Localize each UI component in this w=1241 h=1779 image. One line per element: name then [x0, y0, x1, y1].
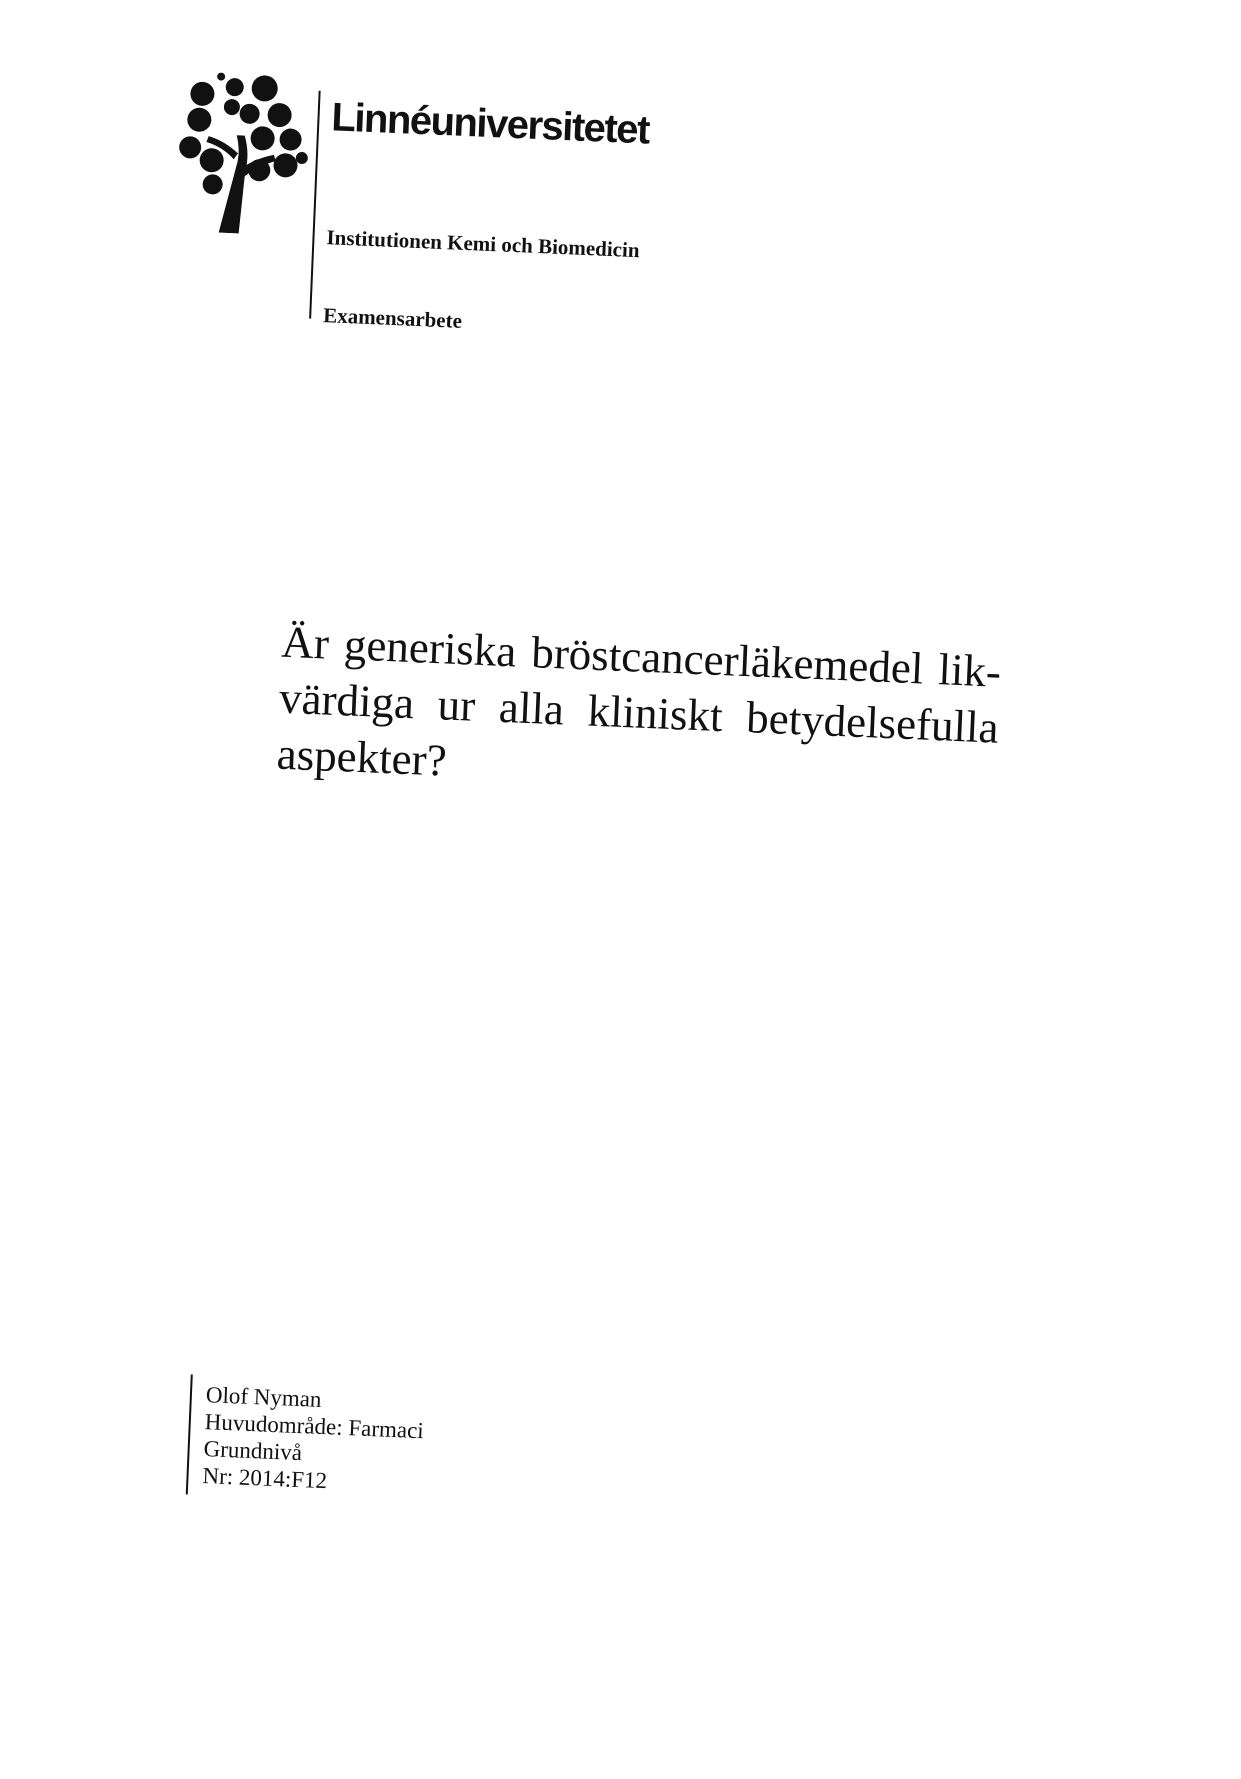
author-block: [202, 1381, 425, 1498]
document-type: Examensarbete: [322, 303, 463, 333]
subject-area: Huvudområde: Farmaci: [204, 1409, 425, 1444]
tree-logo-icon: [175, 71, 314, 236]
report-number: Nr: 2014:F12: [202, 1463, 328, 1494]
author-name: Olof Nyman: [205, 1382, 323, 1412]
education-level: Grundnivå: [203, 1436, 303, 1466]
author-divider-line: [186, 1374, 193, 1494]
department-name: Institutionen Kemi och Biomedicin: [326, 225, 641, 263]
brand-name: Linnéuniversitetet: [330, 95, 650, 153]
thesis-title: Är generiska bröstcancerläkemedel lik-värdiga ur alla kliniskt betydelsefulla aspekter?: [275, 616, 1002, 786]
